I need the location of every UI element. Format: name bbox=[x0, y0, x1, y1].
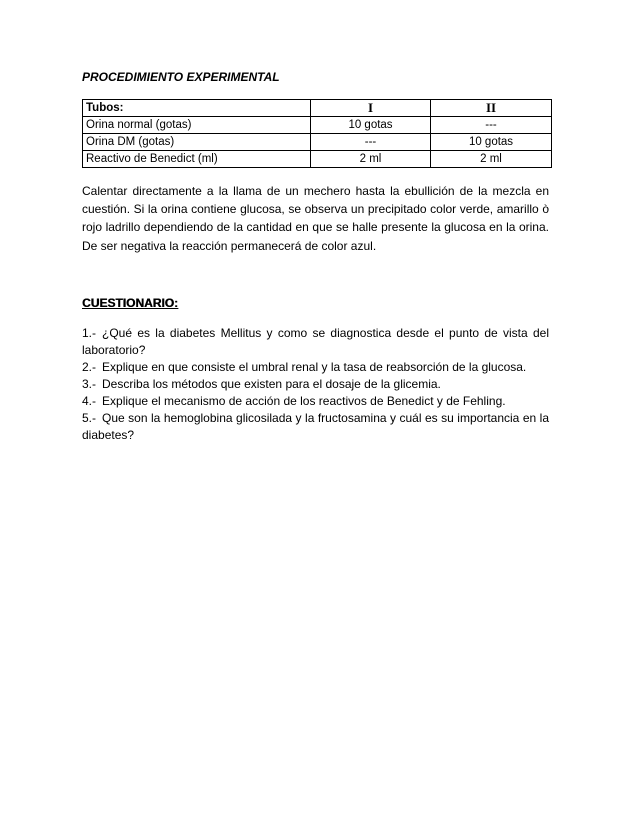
table-cell: 2 ml bbox=[311, 151, 431, 168]
question-text: Explique el mecanismo de acción de los reactivos de Benedict y de Fehling. bbox=[102, 393, 506, 408]
list-item bbox=[82, 359, 549, 376]
table-cell: --- bbox=[431, 117, 552, 134]
table-cell-label: Orina normal (gotas) bbox=[83, 117, 311, 134]
question-number: 4.- bbox=[82, 393, 97, 408]
table-cell: 10 gotas bbox=[431, 134, 552, 151]
table-cell: --- bbox=[311, 134, 431, 151]
list-item bbox=[82, 376, 549, 393]
table-header-tube-ii: II bbox=[431, 100, 552, 117]
question-number: 2.- bbox=[82, 359, 97, 374]
questionnaire-title: CUESTIONARIO: bbox=[82, 295, 178, 310]
table-cell: 2 ml bbox=[431, 151, 552, 168]
table-header-row bbox=[83, 100, 552, 117]
table-cell-label: Orina DM (gotas) bbox=[83, 134, 311, 151]
table-header-tubos: Tubos: bbox=[83, 100, 311, 117]
question-number: 1.- bbox=[82, 325, 97, 340]
document-page bbox=[82, 70, 549, 444]
table-cell-label: Reactivo de Benedict (ml) bbox=[83, 151, 311, 168]
table-header-tube-i: I bbox=[311, 100, 431, 117]
procedure-paragraph: Calentar directamente a la llama de un mechero hasta la ebullición de la mezcla en cuestión. Si la orina contiene glucosa, se observa un precipitado color verde, amarillo ò rojo ladrillo dependiendo de la cantidad en que se halle presente la glucosa en la orina. De ser negativa la reacción permanecerá de color azul. bbox=[82, 184, 549, 253]
list-item bbox=[82, 325, 549, 359]
question-number: 3.- bbox=[82, 376, 97, 391]
table-cell: 10 gotas bbox=[311, 117, 431, 134]
list-item bbox=[82, 393, 549, 410]
tubes-table bbox=[82, 99, 552, 168]
question-text: Describa los métodos que existen para el dosaje de la glicemia. bbox=[102, 376, 441, 391]
question-text: Que son la hemoglobina glicosilada y la fructosamina y cuál es su importancia en la diabetes? bbox=[82, 410, 549, 442]
question-number: 5.- bbox=[82, 410, 97, 425]
question-text: ¿Qué es la diabetes Mellitus y como se diagnostica desde el punto de vista del laboratorio? bbox=[82, 325, 549, 357]
table-row bbox=[83, 151, 552, 168]
section-title: PROCEDIMIENTO EXPERIMENTAL bbox=[82, 70, 280, 84]
question-text: Explique en que consiste el umbral renal y la tasa de reabsorción de la glucosa. bbox=[102, 359, 527, 374]
questionnaire-list bbox=[82, 325, 549, 444]
table-row bbox=[83, 134, 552, 151]
table-row bbox=[83, 117, 552, 134]
list-item bbox=[82, 410, 549, 444]
